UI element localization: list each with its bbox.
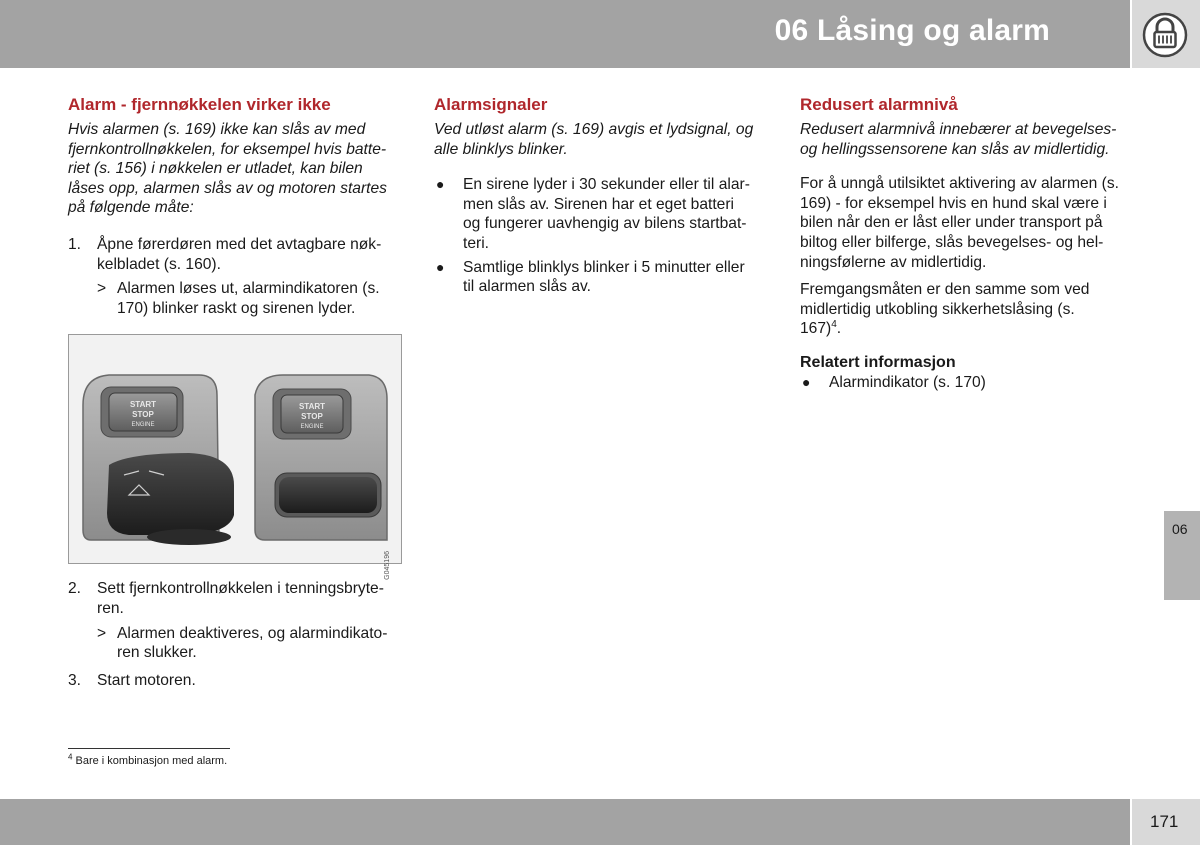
related-link-alarm-indicator[interactable]: ● Alarmindikator (s. 170) [802, 373, 986, 391]
header-bar [0, 0, 1130, 68]
intro-alarm-signals: Ved utløst alarm (s. 169) avgis et lydsignal, og alle blinklys blinker. [434, 121, 754, 158]
step-1-result: > Alarmen løses ut, alarmindikatoren (s. 170) blinker raskt og sirenen lyder. [97, 280, 380, 317]
figure-code: G045196 [384, 551, 391, 581]
bullet-blinkers: ● Samtlige blinklys blinker i 5 minutter eller til alarmen slås av. [436, 258, 745, 296]
steps-list [68, 235, 404, 318]
paragraph-procedure: Fremgangsmåten er den samme som ved midlertidig utkobling sikkerhetslåsing (s. 167)$^4$. [800, 281, 1090, 338]
padlock-icon [1142, 12, 1188, 58]
heading-alarm-signals: Alarmsignaler [434, 95, 548, 114]
key-slot-illustration [69, 335, 401, 563]
stop-label: STOP [132, 410, 154, 420]
intro-alarm-remote: Hvis alarmen (s. 169) ikke kan slås av med fjernkontrollnøkkelen, for eksempel hvis batte- riet (s. 156) i nøkkelen er utladet, kan bilen låses opp, alarmen slås av og motoren startes på følgende måte: [68, 121, 387, 217]
start-label: START [129, 400, 157, 410]
steps-list-continued [68, 579, 404, 690]
footnote-ref: 4 [831, 319, 837, 331]
chapter-title: 06 Låsing og alarm [774, 14, 1050, 47]
engine-label: ENGINE [131, 422, 155, 429]
step-3: 3. Start motoren. [68, 671, 196, 689]
bullet-siren: ● En sirene lyder i 30 sekunder eller til alar- men slås av. Sirenen har et eget batteri og fungerer uavhengig av bilens startbat- teri. [436, 176, 750, 252]
footnote: $^4$ Bare i kombinasjon med alarm. [68, 752, 228, 767]
step-1: 1. Åpne førerdøren med det avtagbare nøk- kelbladet (s. 160). > Alarmen løses ut, alarmindikatoren (s. 170) blinker raskt og sirenen lyder. [68, 235, 404, 318]
step-2: 2. Sett fjernkontrollnøkkelen i tenningsbryte- ren. > Alarmen deaktiveres, og alarmindikato- ren slukker. [68, 579, 404, 662]
intro-reduced-alarm: Redusert alarmnivå innebærer at bevegelses- og hellingssensorene kan slås av midlertidig. [800, 121, 1117, 158]
paragraph-avoid-activation: For å unngå utilsiktet aktivering av alarmen (s. 169) - for eksempel hvis en hund skal være i bilen når den er låst eller under transport på biltog eller bilferge, slås bevegelses- og hel- ningsfølerne av midlertidig. [800, 175, 1119, 271]
start-label-2: START [298, 402, 326, 412]
column-reduced-alarm [800, 94, 1140, 393]
heading-related-info: Relatert informasjon [800, 353, 956, 371]
footer-bar [0, 799, 1130, 845]
related-info-list [800, 373, 1140, 393]
chapter-tab: 06 [1164, 511, 1200, 600]
step-2-result: > Alarmen deaktiveres, og alarmindikato- ren slukker. [97, 624, 388, 662]
heading-alarm-remote: Alarm - fjernnøkkelen virker ikke [68, 95, 331, 114]
column-alarm-signals [434, 94, 770, 297]
engine-label-2: ENGINE [300, 424, 324, 431]
figure-key-slot [68, 334, 402, 581]
heading-reduced-alarm: Redusert alarmnivå [800, 95, 958, 114]
stop-label-2: STOP [301, 412, 323, 422]
header-icon-box [1132, 0, 1200, 68]
footnote-divider [68, 748, 230, 749]
alarm-signals-list [434, 175, 770, 297]
column-alarm-remote [68, 94, 404, 690]
page-number: 171 [1132, 799, 1200, 845]
